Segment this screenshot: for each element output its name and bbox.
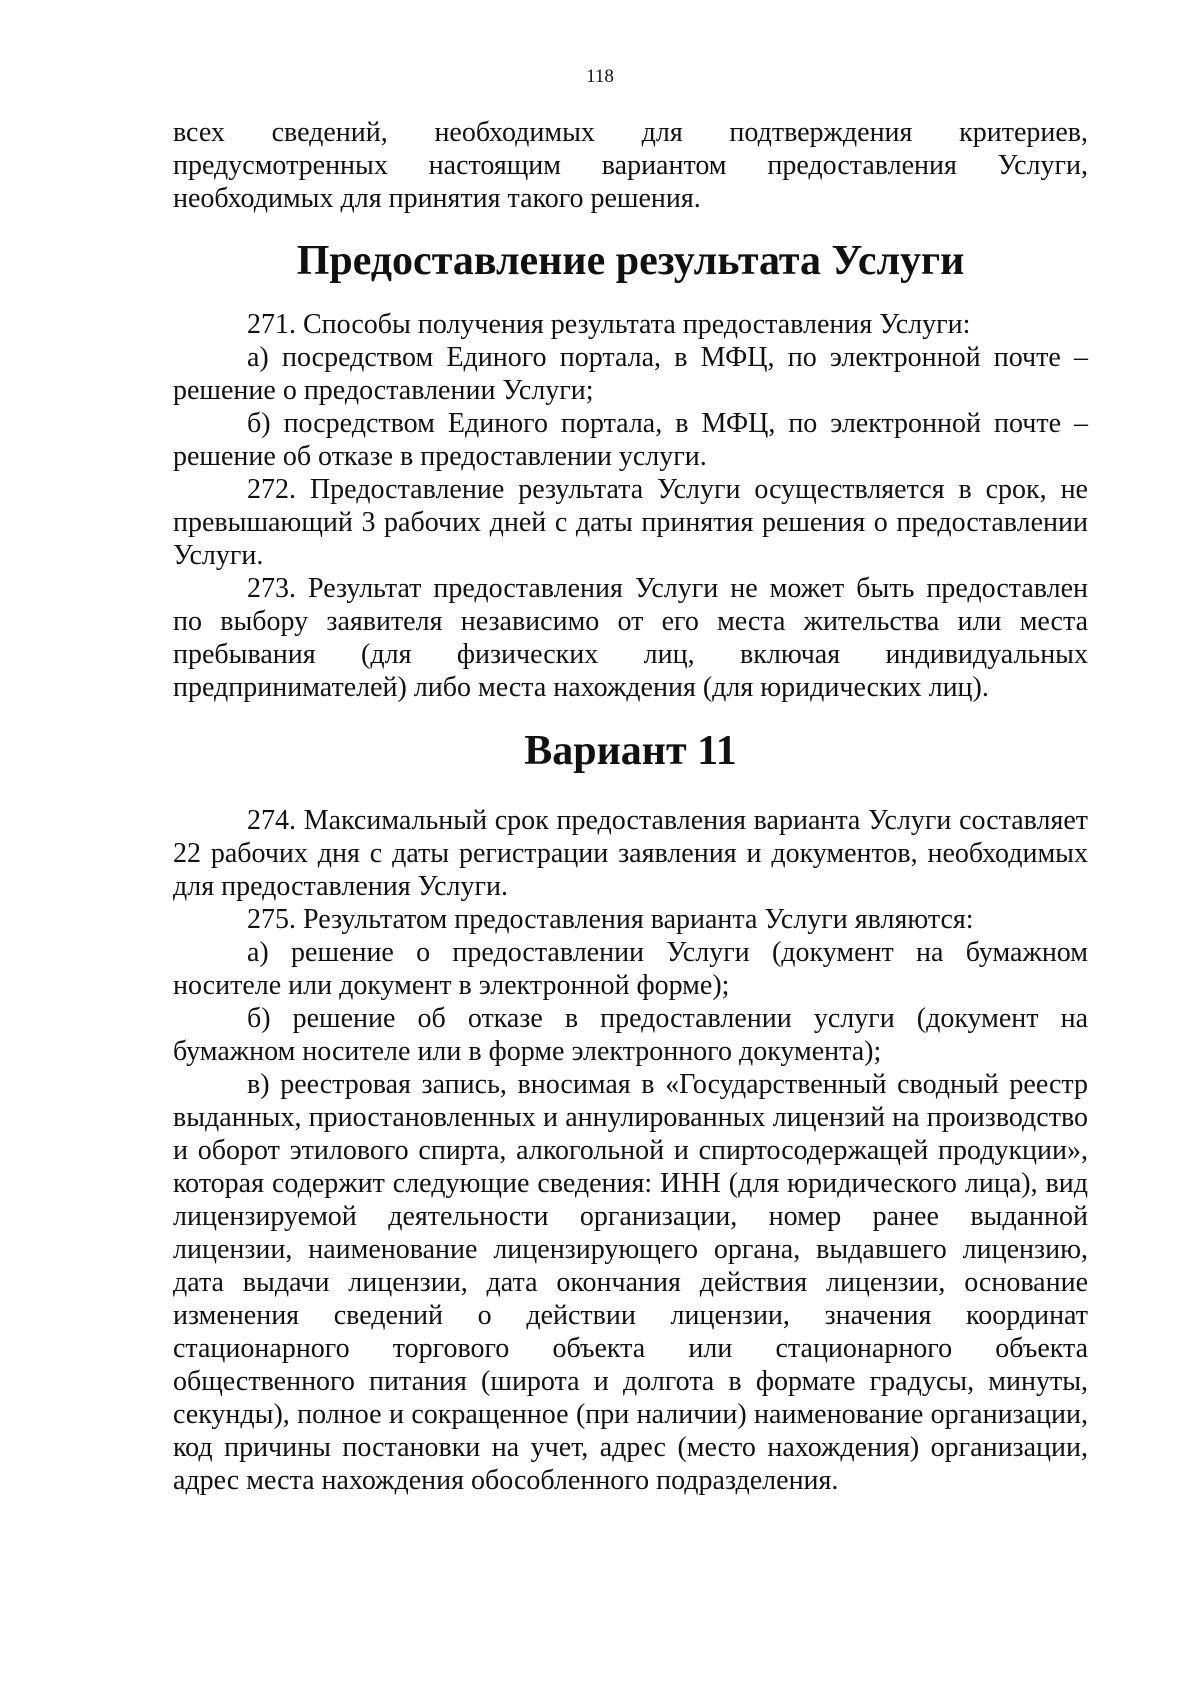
paragraph-273: 273. Результат предоставления Услуги не может быть предоставлен по выбору заявителя независимо от его места жительства или места пребывания (для физических лиц, включая индивидуальных предпринимателей) либо места нахождения (для юридических лиц). bbox=[173, 573, 1088, 703]
paragraph-275-a: а) решение о предоставлении Услуги (документ на бумажном носителе или документ в электронной форме); bbox=[173, 937, 1088, 1001]
paragraph-271-b: б) посредством Единого портала, в МФЦ, по электронной почте – решение об отказе в предоставлении услуги. bbox=[173, 408, 1088, 472]
paragraph-intro-continuation: всех сведений, необходимых для подтверждения критериев, предусмотренных настоящим вариантом предоставления Услуги, необходимых для принятия такого решения. bbox=[173, 117, 1088, 214]
paragraph-272: 272. Предоставление результата Услуги осуществляется в срок, не превышающий 3 рабочих дней с даты принятия решения о предоставлении Услуги. bbox=[173, 474, 1088, 571]
paragraph-275-b: б) решение об отказе в предоставлении услуги (документ на бумажном носителе или в форме электронного документа); bbox=[173, 1003, 1088, 1067]
paragraph-274: 274. Максимальный срок предоставления варианта Услуги составляет 22 рабочих дня с даты регистрации заявления и документов, необходимых для предоставления Услуги. bbox=[173, 805, 1088, 902]
page-number: 118 bbox=[586, 66, 614, 87]
section-heading-result: Предоставление результата Услуги bbox=[296, 238, 965, 284]
paragraph-275-c: в) реестровая запись, вносимая в «Государственный сводный реестр выданных, приостановленных и аннулированных лицензий на производство и оборот этилового спирта, алкогольной и спиртосодержащей продукции», которая содержит следующие сведения: ИНН (для юридического лица), вид лицензируемой деятельности организации, номер ранее выданной лицензии, наименование лицензирующего органа, выдавшего лицензию, дата выдачи лицензии, дата окончания действия лицензии, основание изменения сведений о действии лицензии, значения координат стационарного торгового объекта или стационарного объекта общественного питания (широта и долгота в формате градусы, минуты, секунды), полное и сокращенное (при наличии) наименование организации, код причины постановки на учет, адрес (место нахождения) организации, адрес места нахождения обособленного подразделения. bbox=[173, 1069, 1088, 1496]
section-heading-variant-11: Вариант 11 bbox=[524, 728, 737, 774]
paragraph-271: 271. Способы получения результата предоставления Услуги: bbox=[247, 309, 971, 340]
document-body bbox=[173, 116, 1088, 1497]
paragraph-275: 275. Результатом предоставления варианта Услуги являются: bbox=[247, 904, 974, 935]
paragraph-271-a: а) посредством Единого портала, в МФЦ, по электронной почте – решение о предоставлении Услуги; bbox=[173, 342, 1088, 406]
